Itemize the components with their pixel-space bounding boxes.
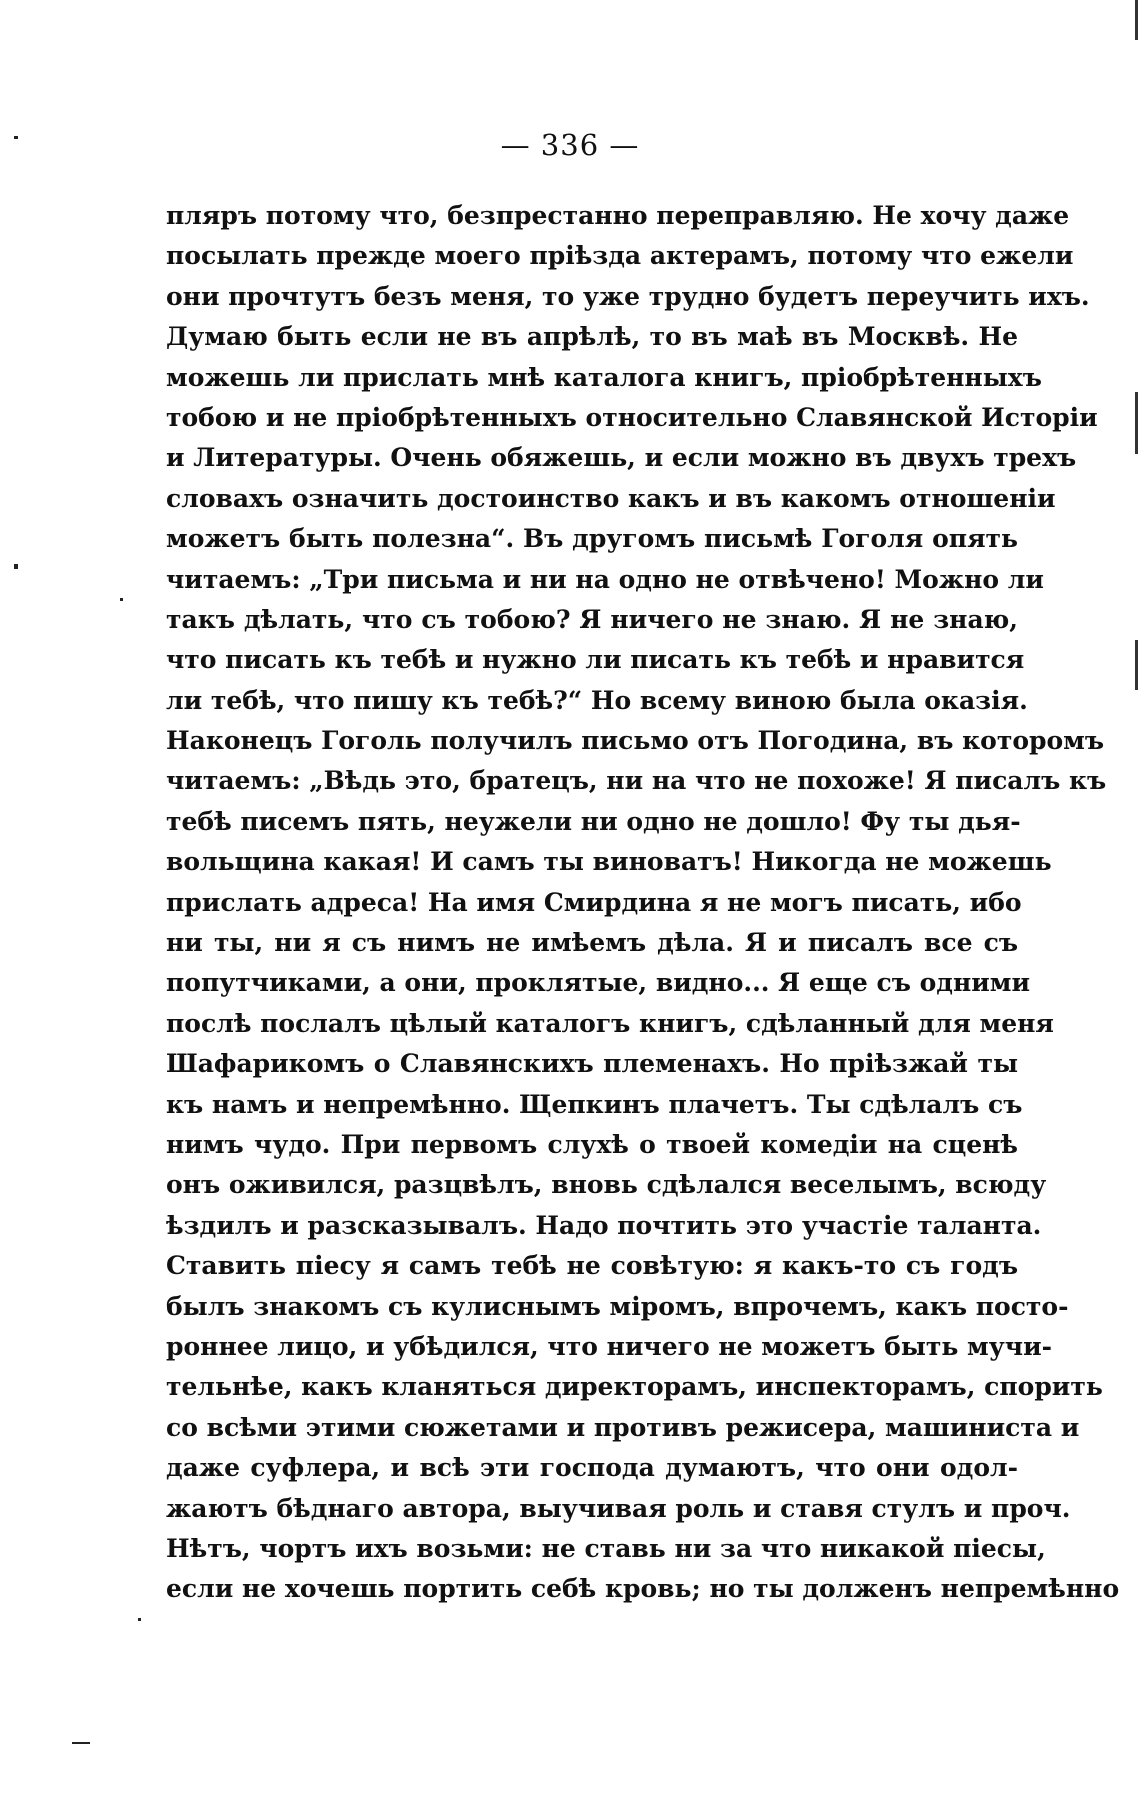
text-line: Шафарикомъ о Славянскихъ племенахъ. Но пріѣзжай ты xyxy=(166,1049,1018,1079)
text-line: даже суфлера, и всѣ эти господа думаютъ, что они одол- xyxy=(166,1453,1018,1483)
text-line: если не хочешь портить себѣ кровь; но ты долженъ непремѣнно xyxy=(166,1574,1120,1604)
scan-edge-mark xyxy=(1135,392,1138,454)
scan-edge-mark xyxy=(1135,640,1138,690)
text-line: тельнѣе, какъ кланяться директорамъ, инспекторамъ, спорить xyxy=(166,1372,1103,1402)
text-line: нимъ чудо. При первомъ слухѣ о твоей комедіи на сценѣ xyxy=(166,1129,1018,1159)
text-line: ѣздилъ и разсказывалъ. Надо почтить это участіе таланта. xyxy=(166,1210,1042,1240)
text-line: послѣ послалъ цѣлый каталогъ книгъ, сдѣланный для меня xyxy=(166,1008,1054,1038)
text-line: къ намъ и непремѣнно. Щепкинъ плачетъ. Ты сдѣлалъ съ xyxy=(166,1089,1023,1119)
text-line: со всѣми этими сюжетами и противъ режисера, машиниста и xyxy=(166,1412,1080,1442)
scan-speck xyxy=(138,1618,141,1621)
text-line: посылать прежде моего пріѣзда актерамъ, потому что ежели xyxy=(166,241,1074,271)
text-line: вольщина какая! И самъ ты виноватъ! Никогда не можешь xyxy=(166,847,1052,877)
text-line: жаютъ бѣднаго автора, выучивая роль и ставя стулъ и проч. xyxy=(166,1493,1071,1523)
text-line: онъ оживился, разцвѣлъ, вновь сдѣлался веселымъ, всюду xyxy=(166,1170,1047,1200)
text-line: попутчиками, а они, проклятые, видно... Я еще съ одними xyxy=(166,968,1031,998)
text-line: словахъ означить достоинство какъ и въ какомъ отношеніи xyxy=(166,483,1056,513)
text-line: Наконецъ Гоголь получилъ письмо отъ Погодина, въ которомъ xyxy=(166,726,1105,756)
body-text xyxy=(166,196,1120,1610)
text-line: роннее лицо, и убѣдился, что ничего не можетъ быть мучи- xyxy=(166,1331,1052,1361)
text-line: читаемъ: „Три письма и ни на одно не отвѣчено! Можно ли xyxy=(166,564,1044,594)
text-line: ни ты, ни я съ нимъ не имѣемъ дѣла. Я и писалъ все съ xyxy=(166,928,1018,958)
scan-speck xyxy=(72,1742,90,1744)
page-number: — 336 — xyxy=(500,128,640,162)
text-line: былъ знакомъ съ кулиснымъ міромъ, впрочемъ, какъ посто- xyxy=(166,1291,1069,1321)
text-line: Ставить піесу я самъ тебѣ не совѣтую: я какъ-то съ годъ xyxy=(166,1251,1018,1281)
scan-speck xyxy=(120,598,123,601)
text-line: Нѣтъ, чортъ ихъ возьми: не ставь ни за что никакой піесы, xyxy=(166,1533,1046,1563)
text-line: что писать къ тебѣ и нужно ли писать къ тебѣ и нравится xyxy=(166,645,1025,675)
text-line: ли тебѣ, что пишу къ тебѣ?“ Но всему виною была оказія. xyxy=(166,685,1028,715)
text-line: они прочтутъ безъ меня, то уже трудно будетъ переучить ихъ. xyxy=(166,281,1090,311)
text-line: тебѣ писемъ пять, неужели ни одно не дошло! Фу ты дья- xyxy=(166,806,1021,836)
text-line: можешь ли прислать мнѣ каталога книгъ, пріобрѣтенныхъ xyxy=(166,362,1042,392)
text-line: прислать адреса! На имя Смирдина я не могъ писать, ибо xyxy=(166,887,1022,917)
scan-speck xyxy=(14,564,18,569)
text-line: тобою и не пріобрѣтенныхъ относительно Славянской Исторіи xyxy=(166,402,1098,432)
text-line: и Литературы. Очень обяжешь, и если можно въ двухъ трехъ xyxy=(166,443,1077,473)
text-line: пляръ потому что, безпрестанно переправляю. Не хочу даже xyxy=(166,201,1070,230)
text-line: читаемъ: „Вѣдь это, братецъ, ни на что не похоже! Я писалъ къ xyxy=(166,766,1107,796)
text-line: Думаю быть если не въ апрѣлѣ, то въ маѣ въ Москвѣ. Не xyxy=(166,322,1018,352)
scan-edge-mark xyxy=(1135,0,1138,40)
scan-speck xyxy=(14,136,18,139)
text-line: можетъ быть полезна“. Въ другомъ письмѣ Гоголя опять xyxy=(166,524,1018,554)
text-line: такъ дѣлать, что съ тобою? Я ничего не знаю. Я не знаю, xyxy=(166,604,1018,634)
